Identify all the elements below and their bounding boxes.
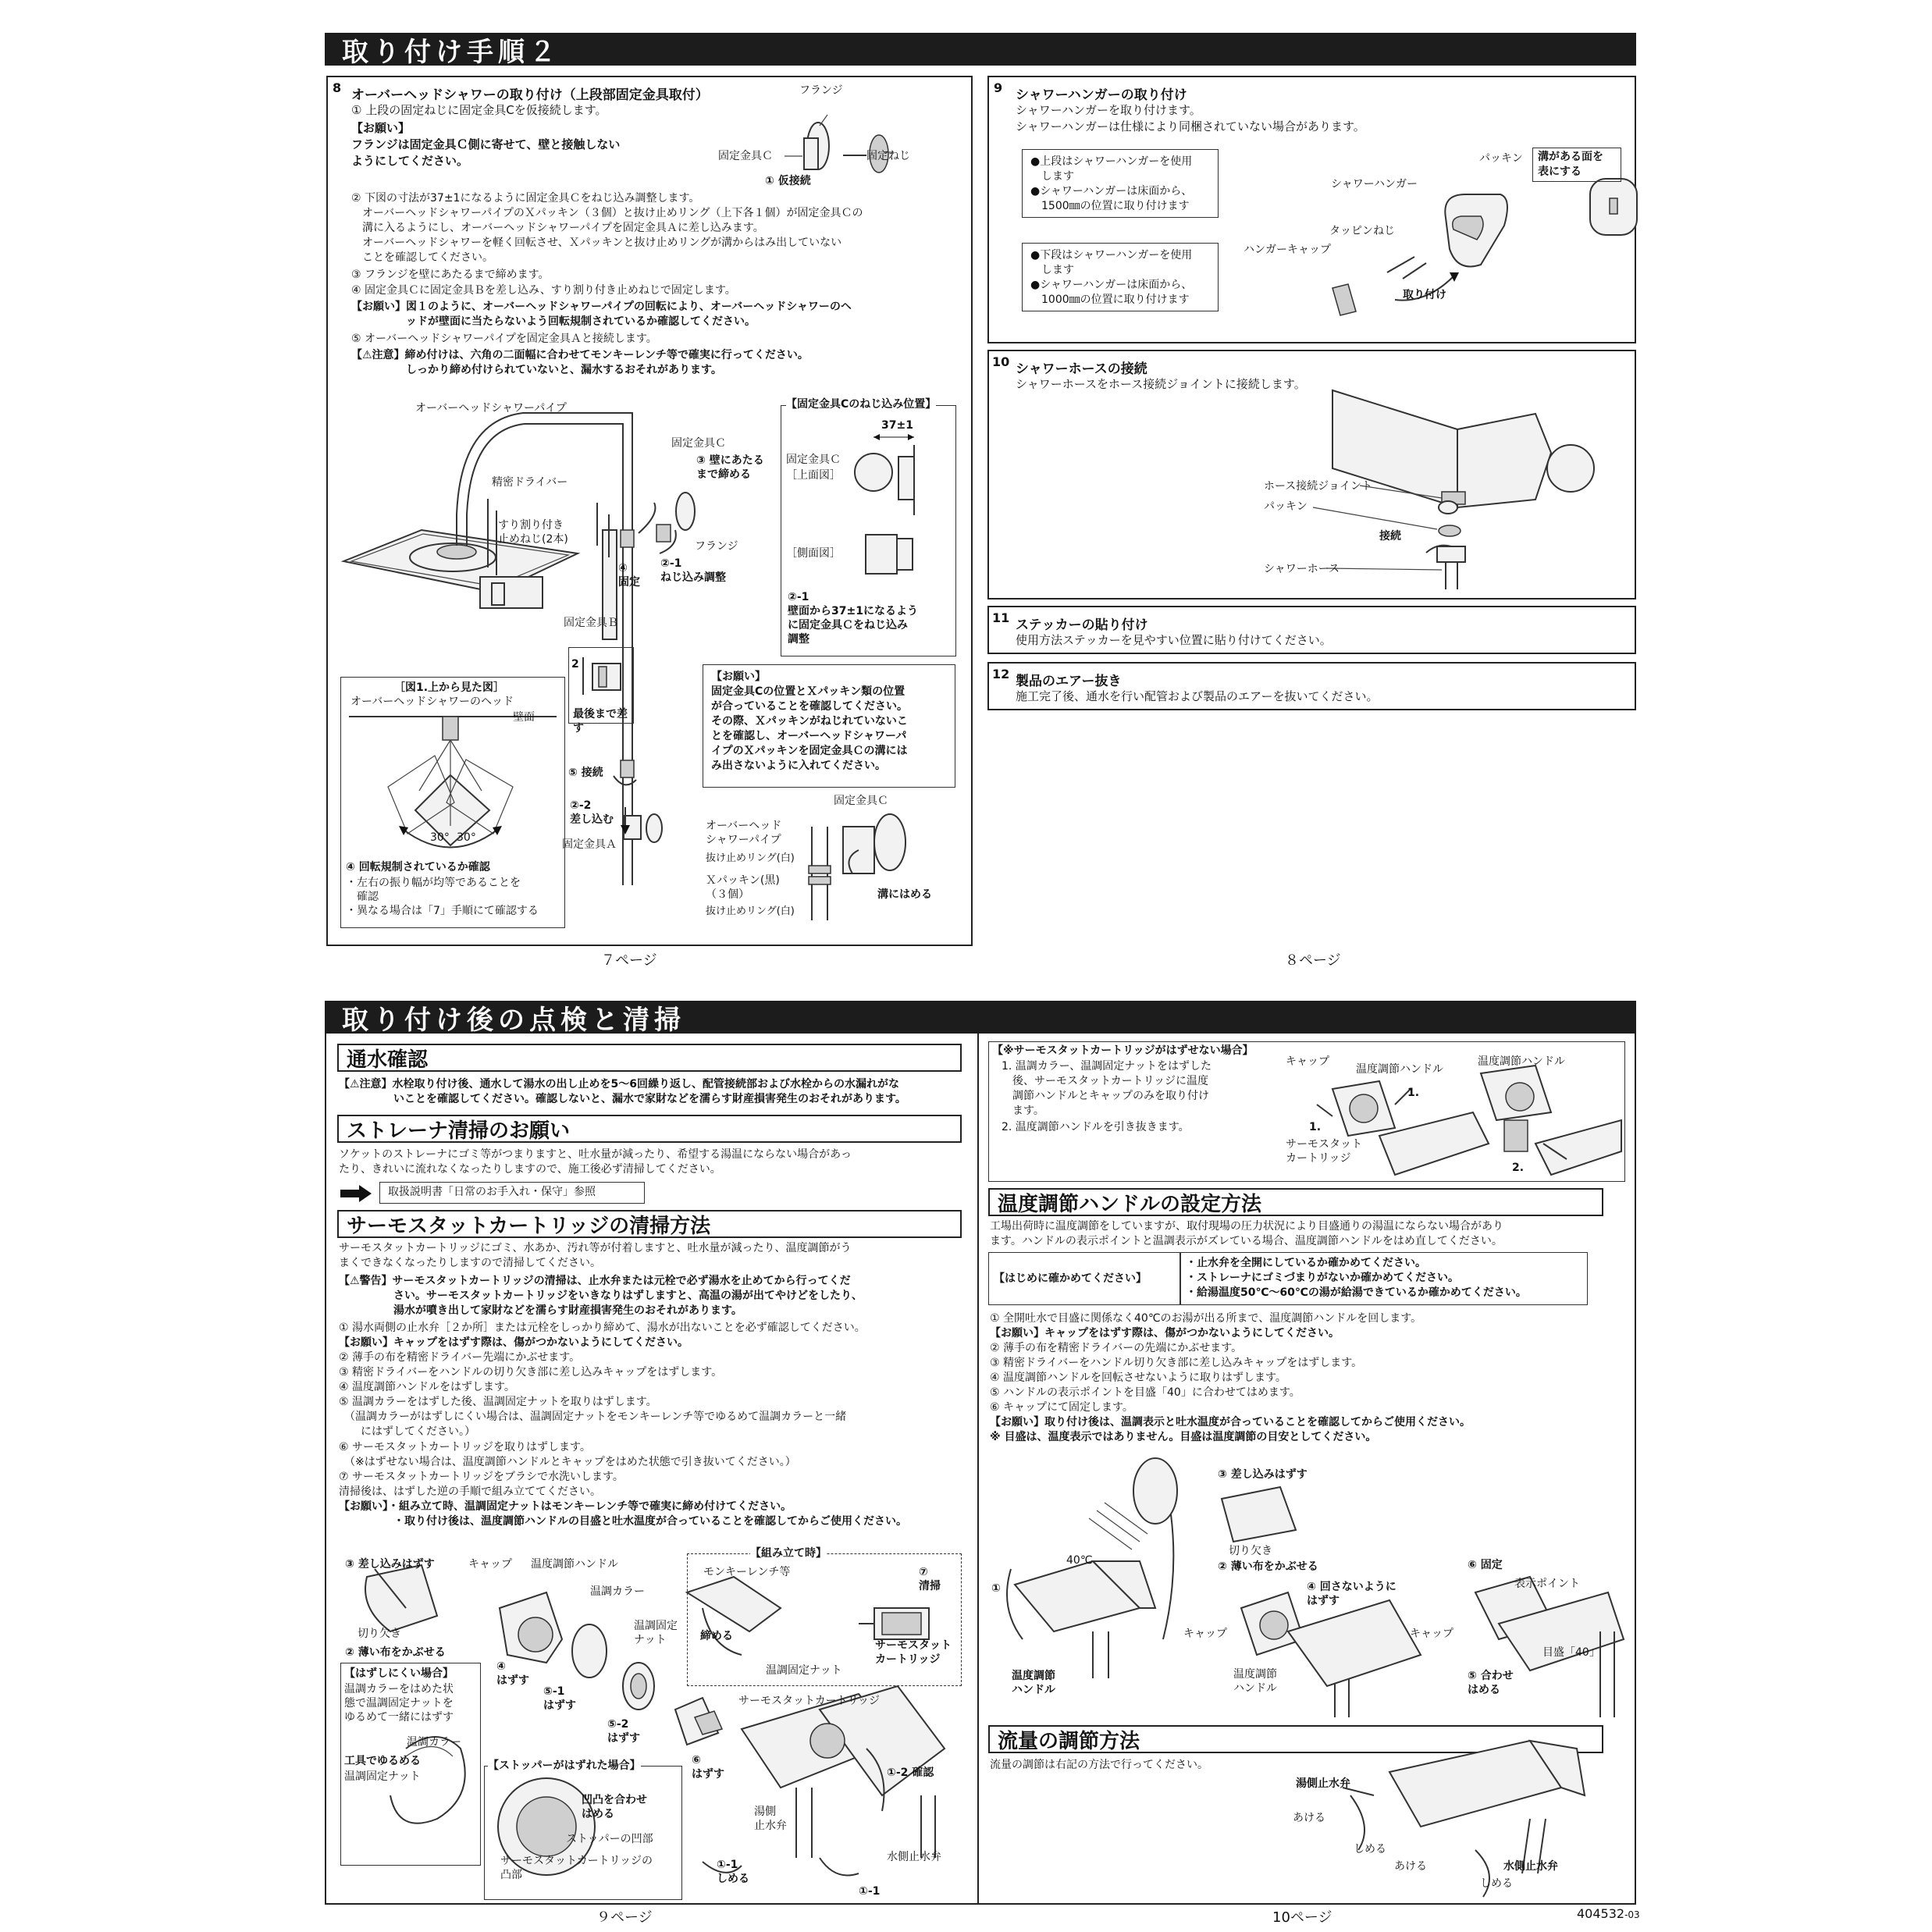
fig9-remove6-label: ⑥ はずす (692, 1754, 724, 1781)
temp-step-6: ⑥ キャップにて固定します。 (990, 1401, 1133, 1414)
step-8-sub-2: ② 下図の寸法が37±1になるように固定金具Ｃをねじ込み調整します。 オーバーヘッドシャワーパイプのＸパッキン（３個）と抜け止めリング（上下各１個）が固定金具Ｃの 溝に入るようにし、オーバーヘッドシャワーパイプを固定金具Ａに差し込みます。 オーバーヘッドシャワーを軽く回転させ、Ｘパッキンと抜け止めリングが溝からはみ出していない ことを確認してください。 (351, 192, 863, 264)
step-12-number: 12 (992, 667, 1010, 681)
temp-fig-point: 表示ポイント (1514, 1578, 1580, 1590)
flow-title: 流量の調節方法 (998, 1729, 1140, 1753)
fig1-head-label: オーバーヘッドシャワーのヘッド (350, 696, 514, 708)
fixc-position-note: ②-1 壁面から37±1になるよう に固定金具Ｃをねじ込み 調整 (788, 591, 918, 646)
flow-cold-valve: 水側止水弁 (1503, 1860, 1558, 1873)
page-9-label: ９ページ (596, 1909, 653, 1926)
fig9-confirm-label: ①-2 確認 (887, 1767, 934, 1779)
cant-one-label: 1. (1407, 1087, 1420, 1099)
doc-code-suffix: -03 (1624, 1909, 1640, 1920)
strainer-body: ソケットのストレーナにゴミ等がつまりますと、吐水量が減ったり、希望する湯温にならない場合があっ たり、きれいに流れなくなったりしますので、施工後必ず清掃してください。 (339, 1148, 852, 1176)
step-8-sub-3: ③ フランジを壁にあたるまで締めます。 (351, 269, 550, 281)
temp-fig-scale: 目盛「40」 (1542, 1646, 1600, 1659)
fixc-position-dim: 37±1 (881, 419, 913, 432)
fig9-insert-label: ③ 差し込みはずす (345, 1558, 435, 1571)
temp-fig-cap: キャップ (1183, 1628, 1227, 1640)
temp-check-items: ・止水弁を全開にしているか確かめてください。 ・ストレーナにゴミづまりがないか確かめてください。 ・給湯温度50℃〜60℃の湯が給湯できているか確かめてください。 (1186, 1257, 1527, 1299)
request-3-body: 固定金具Cの位置とＸパッキン類の位置 が合っていることを確認してください。 その際、Ｘパッキンがねじれていないこ とを確認し、オーバーヘッドシャワーパ イプのＸパッキンを固定金具Ｃの溝には み出さないように入れてください。 (711, 685, 908, 772)
step-11-body: 使用方法ステッカーを見やすい位置に貼り付けてください。 (1016, 633, 1332, 647)
step-9-body: シャワーハンガーを取り付けます。 シャワーハンガーは仕様により同梱されていない場合があります。 (1016, 103, 1365, 133)
step-10-number: 10 (992, 354, 1010, 369)
stopper-bump: サーモスタットカートリッジの 凸部 (500, 1855, 653, 1881)
fig-top-fixc-label: 固定金具Ｃ (718, 150, 773, 162)
page-10-label: 10ページ (1272, 1909, 1332, 1926)
push-inset-num: 2 (571, 658, 579, 671)
flow-close-2: しめる (1480, 1877, 1513, 1890)
fig9-close11-label: ①-1 しめる (717, 1859, 749, 1885)
fig-top-fixscrew-label: 固定ねじ (866, 150, 910, 162)
cant-handle2-label: 温度調節ハンドル (1478, 1055, 1565, 1068)
fig9-handle-label: 温度調節ハンドル (531, 1558, 618, 1571)
cant-cap-label: キャップ (1286, 1055, 1329, 1068)
cartridge-step-1: ① 湯水両側の止水弁［２か所］または元栓をしっかり締めて、湯水が出ないことを必ず確認してください。 (339, 1322, 866, 1334)
fig9-hot-valve-label: 湯側 止水弁 (754, 1806, 787, 1832)
assemble-tighten: 締める (700, 1630, 733, 1642)
hose-joint-label: ホース接続ジョイント (1264, 480, 1373, 493)
temp-step-2: ② 薄手の布を精密ドライバーの先端にかぶせます。 (990, 1342, 1243, 1354)
doc-code-main: 404532 (1577, 1906, 1625, 1921)
fig1-angle-left: 30° (430, 831, 450, 844)
temp-step-1: ① 全開吐水で目盛に関係なく40℃のお湯が出る所まで、温度調節ハンドルを回します。 (990, 1312, 1422, 1325)
temp-fig-no-turn: ④ 回さないように はずす (1307, 1581, 1397, 1607)
temp-request-2: 【お願い】取り付け後は、温調表示と吐水温度が合っていることを確認してからご使用ください。 (990, 1416, 1471, 1429)
fig9-one1-label: ①-1 (859, 1885, 881, 1898)
hose-connect-label: 接続 (1379, 530, 1401, 543)
temp-handle-intro: 工場出荷時に温度調節をしていますが、取付現場の圧力状況により目盛通りの湯温にならない場合があり ます。ハンドルの表示ポイントと温調表示がズレている場合、温度調節ハンドルをはめ直してください。 (990, 1220, 1503, 1247)
cant-remove-title: 【※サーモスタットカートリッジがはずせない場合】 (992, 1044, 1254, 1057)
hanger-groove-note: 溝がある面を 表にする (1532, 148, 1621, 182)
fig1-check-title: ④ 回転規制されているか確認 (346, 861, 490, 873)
hanger-label: シャワーハンガー (1331, 178, 1418, 190)
fixc-position-title: 【固定金具Cのねじ込み位置】 (786, 398, 937, 411)
fig-top-temp-label: ① 仮接続 (765, 175, 811, 187)
step-12-title: 製品のエアー抜き (1016, 674, 1122, 689)
step-8-sub-1: ① 上段の固定ねじに固定金具Cを仮接続します。 (351, 103, 607, 117)
step-11-title: ステッカーの貼り付け (1016, 617, 1148, 633)
groove-fit-label: 溝にはめる (877, 888, 932, 901)
temp-fig-40c: 40℃ (1066, 1554, 1093, 1567)
top-section-title: 取り付け手順２ (342, 36, 560, 68)
fig9-cold-valve-label: 水側止水弁 (887, 1851, 941, 1863)
temp-fig-notch: 切り欠き (1229, 1545, 1272, 1557)
step-9-lower-note: ●下段はシャワーハンガーを使用 します ●シャワーハンガーは床面から、 1000㎜の位置に取り付けます (1022, 243, 1219, 311)
temp-step-3: ③ 精密ドライバーをハンドル切り欠き部に差し込みキャップをはずします。 (990, 1357, 1363, 1369)
fig-driver-label: 精密ドライバー (492, 476, 568, 489)
stopper-align: 凹凸を合わせ はめる (582, 1794, 647, 1820)
strainer-title: ストレーナ清掃のお願い (347, 1119, 571, 1143)
hard-tool: 工具でゆるめる (344, 1755, 421, 1767)
cant-one-b-label: 1. (1309, 1121, 1322, 1133)
groove-xp-label: Ｘパッキン(黒) （３個） (706, 874, 780, 901)
fig-connect-label: ⑤ 接続 (568, 767, 603, 779)
fig9-cap-label: キャップ (468, 1558, 512, 1571)
cartridge-step-5: ⑤ 温調カラーをはずした後、温調固定ナットを取りはずします。 （温調カラーがはずしにくい場合は、温調固定ナットをモンキーレンチ等でゆるめて温調カラーと一緒 にはずしてください。） (339, 1396, 847, 1438)
assemble-nut: 温調固定ナット (766, 1664, 842, 1677)
step-8-request-2: 【お願い】図１のように、オーバーヘッドシャワーパイプの回転により、オーバーヘッドシャワーのヘ ッドが壁面に当たらないよう回転規制されているか確認してください。 (351, 301, 852, 328)
groove-fixc-label: 固定金具Ｃ (834, 795, 888, 807)
step-8-number: 8 (333, 80, 342, 95)
cartridge-intro: サーモスタットカートリッジにゴミ、水あか、汚れ等が付着しますと、吐水量が減ったり、温度調節がう まくできなくなったりしますので清掃してください。 (339, 1242, 852, 1269)
fig-top-flange-label: フランジ (799, 84, 843, 97)
hard-collar: 温調カラー (407, 1736, 461, 1749)
fig9-collar-label: 温調カラー (590, 1585, 645, 1598)
flow-open-2: あける (1394, 1860, 1427, 1873)
fig-fixc-label: 固定金具Ｃ (671, 437, 726, 450)
stopper-title: 【ストッパーがはずれた場合】 (488, 1759, 641, 1772)
fig-fix4-label: ④ 固定 (618, 562, 640, 589)
fig9-remove52-label: ⑤-2 はずす (607, 1718, 640, 1745)
hard-nut: 温調固定ナット (344, 1770, 421, 1783)
fig9-remove4-label: ④ はずす (496, 1660, 529, 1687)
request-3-head: 【お願い】 (711, 671, 766, 683)
cant-remove-step-1: 1. 温調カラー、温調固定ナットをはずした 後、サーモスタットカートリッジに温度 調節ハンドルとキャップのみを取り付け ます。 (1002, 1060, 1212, 1117)
fixc-position-top-view: ［上面図］ (786, 469, 841, 482)
cartridge-step-6: ⑥ サーモスタットカートリッジを取りはずします。 （※はずせない場合は、温度調節ハンドルとキャップをはめた状態で引き抜いてください。） (339, 1441, 796, 1468)
cartridge-request-2: 【お願い】・組み立て時、温調固定ナットはモンキーレンチ等で確実に締め付けてください。 ・取り付け後は、温度調節ハンドルの目盛と吐水温度が合っていることを確認してからご使用ください。 (339, 1500, 907, 1528)
hose-label: シャワーホース (1264, 563, 1340, 575)
fig1-wall-label: 壁面 (513, 711, 535, 724)
fig9-notch-label: 切り欠き (358, 1628, 401, 1640)
flow-body: 流量の調節は右記の方法で行ってください。 (990, 1759, 1208, 1771)
fig9-cloth-label: ② 薄い布をかぶせる (345, 1646, 446, 1659)
fig1-angle-right: 30° (457, 831, 476, 844)
step-11-number: 11 (992, 610, 1010, 625)
cartridge-step-7: ⑦ サーモスタットカートリッジをブラシで水洗いします。 (339, 1471, 624, 1483)
fig-fixa-label: 固定金具Ａ (562, 838, 617, 851)
fig-wall-label: ③ 壁にあたる まで締める (696, 454, 764, 481)
temp-step-4: ④ 温度調節ハンドルを回転させないように取りはずします。 (990, 1372, 1286, 1384)
page-7-label: ７ページ (601, 952, 657, 969)
groove-ring1-label: 抜け止めリング(白) (706, 852, 795, 864)
fig9-cart-label: サーモスタットカートリッジ (738, 1695, 881, 1707)
groove-pipe-label: オーバーヘッド シャワーパイプ (706, 820, 782, 846)
bottom-section-title: 取り付け後の点検と清掃 (342, 1004, 685, 1036)
cant-cart-label: サーモスタット カートリッジ (1286, 1138, 1362, 1165)
temp-fig-cloth: ② 薄い布をかぶせる (1218, 1560, 1318, 1573)
temp-fig-handle2: 温度調節 ハンドル (1233, 1668, 1277, 1695)
flow-hot-valve: 湯側止水弁 (1296, 1777, 1350, 1790)
step-8-sub-4: ④ 固定金具Ｃに固定金具Ｂを差し込み、すり割り付き止めねじで固定します。 (351, 284, 736, 297)
water-check-title: 通水確認 (347, 1048, 429, 1072)
fig1-title: ［図1.上から見た図］ (394, 681, 505, 694)
fig9-nut-label: 温調固定 ナット (634, 1620, 678, 1646)
hanger-packing-label: パッキン (1479, 152, 1523, 165)
fig-flange-label: フランジ (695, 540, 738, 553)
hanger-attach-label: 取り付け (1403, 289, 1446, 301)
temp-step-5: ⑤ ハンドルの表示ポイントを目盛「40」に合わせてはめます。 (990, 1386, 1300, 1399)
step-9-number: 9 (994, 80, 1003, 95)
step-10-body: シャワーホースをホース接続ジョイントに接続します。 (1016, 377, 1306, 391)
step-8-request-1-body: フランジは固定金具Ｃ側に寄せて、壁と接触しない ようにしてください。 (351, 137, 621, 168)
cant-two-label: 2. (1512, 1162, 1525, 1174)
temp-fig-handle: 温度調節 ハンドル (1012, 1670, 1055, 1696)
cant-remove-step-2: 2. 温度調節ハンドルを引き抜きます。 (1002, 1121, 1190, 1133)
fig-insert-label: ②-2 差し込む (570, 799, 614, 826)
stopper-recess: ストッパーの凹部 (566, 1833, 653, 1845)
fig1-check-body: ・左右の振り幅が均等であることを 確認 ・異なる場合は「7」手順にて確認する (346, 877, 539, 917)
step-8-sub-5: ⑤ オーバーヘッドシャワーパイプを固定金具Ａと接続します。 (351, 333, 657, 345)
fig-fixb-label: 固定金具Ｂ (564, 617, 618, 629)
fixc-position-side-view: ［側面図］ (786, 547, 841, 560)
cartridge-warning: 【⚠警告】サーモスタットカートリッジの清掃は、止水弁または元栓で必ず湯水を止めてから行ってくだ さい。サーモスタットカートリッジをいきなりはずしますと、高温の湯が出てやけどをしたり、 湯水が噴き出して家財などを濡らす財産損害発生のおそれがあります。 (339, 1275, 863, 1317)
doc-code (1577, 1906, 1640, 1921)
assemble-title: 【組み立て時】 (750, 1547, 827, 1560)
page-8-label: ８ページ (1285, 952, 1341, 969)
push-inset-caption: 最後まで差す (573, 708, 628, 735)
step-8-title: オーバーヘッドシャワーの取り付け（上段部固定金具取付） (351, 87, 709, 103)
temp-request-1: 【お願い】キャップをはずす際は、傷がつかないようにしてください。 (990, 1327, 1340, 1340)
temp-fig-fix6: ⑥ 固定 (1468, 1559, 1503, 1571)
groove-ring2-label: 抜け止めリング(白) (706, 906, 795, 917)
step-9-upper-note: ●上段はシャワーハンガーを使用 します ●シャワーハンガーは床面から、 1500㎜の位置に取り付けます (1022, 149, 1219, 218)
fig-adj-label: ②-1 ねじ込み調整 (660, 557, 726, 584)
step-8-request-1-head: 【お願い】 (351, 121, 411, 135)
cartridge-step-3: ③ 精密ドライバーをハンドルの切り欠き部に差し込みキャップをはずします。 (339, 1366, 723, 1379)
temp-fig-one: ① (991, 1582, 1001, 1595)
cant-handle-label: 温度調節ハンドル (1356, 1063, 1443, 1076)
assemble-cart: サーモスタット カートリッジ (875, 1639, 952, 1666)
strainer-ref-box: 取扱説明書「日常のお手入れ・保守」参照 (379, 1182, 645, 1204)
cartridge-after: 清掃後は、はずした逆の手順で組み立ててください。 (339, 1485, 601, 1498)
flow-close-1: しめる (1354, 1843, 1386, 1856)
fig-pipe-label: オーバーヘッドシャワーパイプ (415, 402, 567, 415)
hard-title: 【はずしにくい場合】 (344, 1667, 454, 1680)
assemble-wrench: モンキーレンチ等 (703, 1566, 791, 1578)
flow-open-1: あける (1293, 1812, 1325, 1824)
hanger-cap-label: ハンガーキャップ (1244, 244, 1331, 256)
assemble-clean: ⑦ 清掃 (919, 1566, 941, 1592)
step-12-body: 施工完了後、通水を行い配管および製品のエアーを抜いてください。 (1016, 689, 1379, 703)
water-check-caution: 【⚠注意】水栓取り付け後、通水して湯水の出し止めを5〜6回繰り返し、配管接続部および水栓からの水漏れがな いことを確認してください。確認しないと、漏水で家財などを濡らす財産損害発生のおそれがあります。 (339, 1078, 906, 1105)
fixc-position-fixc: 固定金具Ｃ (786, 454, 841, 466)
fig9-remove51-label: ⑤-1 はずす (543, 1685, 576, 1712)
step-9-title: シャワーハンガーの取り付け (1016, 87, 1187, 103)
hose-packing-label: パッキン (1264, 500, 1308, 513)
temp-fig-insert: ③ 差し込みはずす (1218, 1468, 1308, 1481)
temp-note: ※ 目盛は、温度表示ではありません。目盛は温度調節の目安としてください。 (990, 1431, 1377, 1443)
temp-handle-title: 温度調節ハンドルの設定方法 (998, 1192, 1262, 1216)
cartridge-title: サーモスタットカートリッジの清掃方法 (347, 1214, 711, 1238)
cartridge-request-1: 【お願い】キャップをはずす際は、傷がつかないようにしてください。 (339, 1336, 688, 1349)
cartridge-step-4: ④ 温度調節ハンドルをはずします。 (339, 1381, 515, 1393)
cartridge-step-2: ② 薄手の布を精密ドライバー先端にかぶせます。 (339, 1351, 581, 1364)
step-8-caution: 【⚠注意】締め付けは、六角の二面幅に合わせてモンキーレンチ等で確実に行ってください。 しっかり締め付けられていないと、漏水するおそれがあります。 (351, 349, 809, 376)
hanger-tapscrew-label: タッピンねじ (1329, 225, 1395, 237)
fig-setscrew-label: すり割り付き 止めねじ(2本) (498, 519, 568, 546)
temp-fig-align5: ⑤ 合わせ はめる (1468, 1670, 1514, 1696)
hard-body: 温調カラーをはめた状 態で温調固定ナットを ゆるめて一緒にはずす (344, 1683, 454, 1724)
temp-fig-cap2: キャップ (1410, 1628, 1453, 1640)
step-10-title: シャワーホースの接続 (1016, 361, 1147, 377)
temp-check-label: 【はじめに確かめてください】 (994, 1272, 1147, 1285)
